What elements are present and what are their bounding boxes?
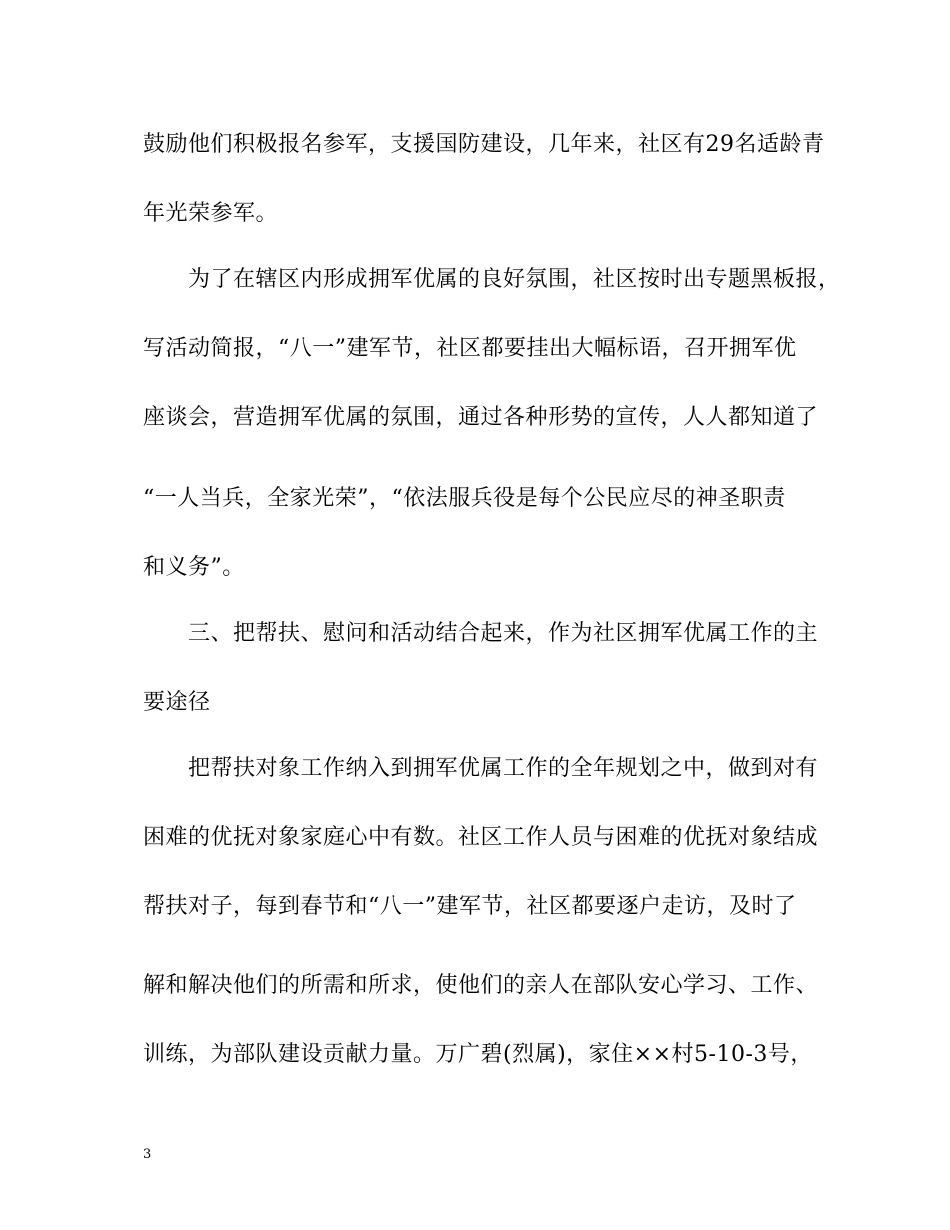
body-text-line: 写活动简报，“八一”建军节，社区都要挂出大幅标语，召开拥军优	[143, 336, 797, 361]
paragraph-first-line: 把帮扶对象工作纳入到拥军优属工作的全年规划之中，做到对有	[188, 756, 819, 781]
body-text-line: 座谈会，营造拥军优属的氛围，通过各种形势的宣传，人人都知道了	[143, 405, 819, 430]
body-text-line: 鼓励他们积极报名参军，支援国防建设，几年来，社区有29名适龄青	[143, 132, 825, 157]
section-heading-line: 要途径	[143, 690, 211, 715]
body-text-line: 年光荣参军。	[143, 201, 279, 226]
page-number: 3	[143, 1147, 152, 1162]
section-heading-line: 三、把帮扶、慰问和活动结合起来，作为社区拥军优属工作的主	[188, 621, 819, 646]
body-text-line: 帮扶对子，每到春节和“八一”建军节，社区都要逐户走访，及时了	[143, 894, 797, 919]
paragraph-first-line: 为了在辖区内形成拥军优属的良好氛围，社区按时出专题黑板报，	[188, 267, 841, 292]
body-text-line: 解和解决他们的所需和所求，使他们的亲人在部队安心学习、工作、	[143, 973, 819, 998]
body-text-line: 训练，为部队建设贡献力量。万广碧(烈属)，家住××村5-10-3号，	[143, 1042, 813, 1067]
body-text-line: 和义务”。	[143, 555, 245, 580]
body-text-line: 困难的优抚对象家庭心中有数。社区工作人员与困难的优抚对象结成	[143, 825, 819, 850]
body-text-line: “一人当兵，全家光荣”，“依法服兵役是每个公民应尽的神圣职责	[143, 486, 786, 511]
